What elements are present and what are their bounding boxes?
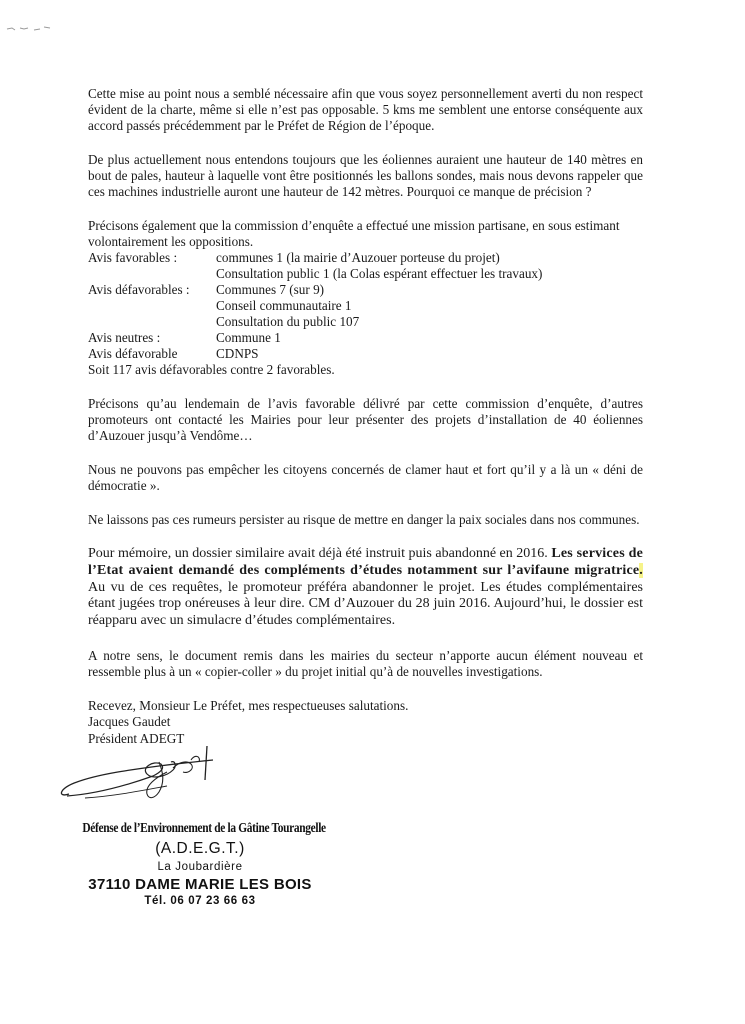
opinion-row bbox=[88, 346, 643, 362]
opinion-value: Communes 7 (sur 9) bbox=[216, 282, 325, 297]
paragraph-charter: Cette mise au point nous a semblé nécessaire afin que vous soyez personnellement averti du non respect évident de la charte, même si elle n’est pas opposable. 5 kms me semblent une entorse conséquente aux accord passés précédemment par le Préfet de Région de l’époque. bbox=[88, 86, 643, 133]
paragraph-height: De plus actuellement nous entendons toujours que les éoliennes auraient une hauteur de 140 mètres en bout de pales, hauteur à laquelle vont être positionnés les ballons sondes, mais nous devons rappeler que ces machines industrielle auront une hauteur de 142 mètres. Pourquoi ce manque de précision ? bbox=[88, 152, 643, 199]
opinion-label: Avis défavorables : bbox=[88, 282, 190, 297]
opinion-row bbox=[88, 282, 643, 330]
opinion-label: Avis neutres : bbox=[88, 330, 161, 345]
opinion-value: Consultation du public 107 bbox=[216, 314, 360, 329]
opinion-value: Consultation public 1 (la Colas espérant effectuer les travaux) bbox=[216, 266, 543, 281]
paragraph-promoters: Précisons qu’au lendemain de l’avis favorable délivré par cette commission d’enquête, d’autres promoteurs ont contacté les Mairies pour leur présenter des projets d’installation de 40 éoliennes d’Auzouer jusqu’à Vendôme… bbox=[88, 396, 643, 443]
opinion-label: Avis favorables : bbox=[88, 250, 178, 265]
paragraph-closing: Recevez, Monsieur Le Préfet, mes respectueuses salutations. bbox=[88, 697, 409, 713]
corner-scan-mark-icon bbox=[6, 22, 52, 34]
stamp-acronym: (A.D.E.G.T.) bbox=[155, 840, 245, 857]
memo-bold-text: Les services de l’Etat avaient demandé des compléments d’études notamment sur l’avifaune migratrice bbox=[88, 546, 643, 578]
handwritten-signature-icon bbox=[55, 742, 230, 806]
opinion-value: Conseil communautaire 1 bbox=[216, 298, 352, 313]
memo-rest-text: Au vu de ces requêtes, le promoteur préféra abandonner le projet. Les études complémentaires étant jugées trop onéreuses à leur dire. CM d’Auzouer du 28 juin 2016. Aujourd’hui, le dossier est réapparu avec un simulacre d’études complémentaires. bbox=[88, 579, 643, 629]
opinion-value: communes 1 (la mairie d’Auzouer porteuse du projet) bbox=[216, 250, 500, 265]
opinion-value: CDNPS bbox=[216, 346, 259, 361]
opinion-row bbox=[88, 250, 643, 282]
paragraph-commission: Précisons également que la commission d’enquête a effectué une mission partisane, en sous estimant volontairement les oppositions. bbox=[88, 218, 620, 249]
stamp-place: La Joubardière bbox=[157, 861, 243, 873]
paragraph-rumours: Ne laissons pas ces rumeurs persister au risque de mettre en danger la paix sociales dans nos communes. bbox=[88, 512, 640, 527]
letter-body bbox=[88, 86, 643, 732]
stamp-city: 37110 DAME MARIE LES BOIS bbox=[88, 876, 312, 893]
signatory-name: Jacques Gaudet bbox=[88, 714, 171, 729]
paragraph-document: A notre sens, le document remis dans les mairies du secteur n’apporte aucun élément nouveau et ressemble plus à un « copier-coller » du projet initial qu’à de nouvelles investigations. bbox=[88, 647, 643, 679]
opinion-value: Commune 1 bbox=[216, 330, 281, 345]
memo-highlight: . bbox=[639, 562, 643, 578]
opinions-total: Soit 117 avis défavorables contre 2 favorables. bbox=[88, 362, 335, 377]
paragraph-memory bbox=[88, 546, 643, 630]
memo-intro-text: Pour mémoire, un dossier similaire avait déjà été instruit puis abandonné en 2016. bbox=[88, 546, 552, 561]
opinion-row bbox=[88, 330, 643, 346]
paragraph-democracy: Nous ne pouvons pas empêcher les citoyens concernés de clamer haut et fort qu’il y a là un « déni de démocratie ». bbox=[88, 462, 643, 493]
opinion-label: Avis défavorable bbox=[88, 346, 178, 361]
organization-stamp bbox=[60, 820, 340, 907]
stamp-phone: Tél. 06 07 23 66 63 bbox=[144, 895, 256, 907]
opinions-list bbox=[88, 250, 643, 378]
stamp-organization: Défense de l’Environnement de la Gâtine Tourangelle bbox=[82, 820, 326, 835]
signatory-title: Président ADEGT bbox=[88, 731, 185, 746]
